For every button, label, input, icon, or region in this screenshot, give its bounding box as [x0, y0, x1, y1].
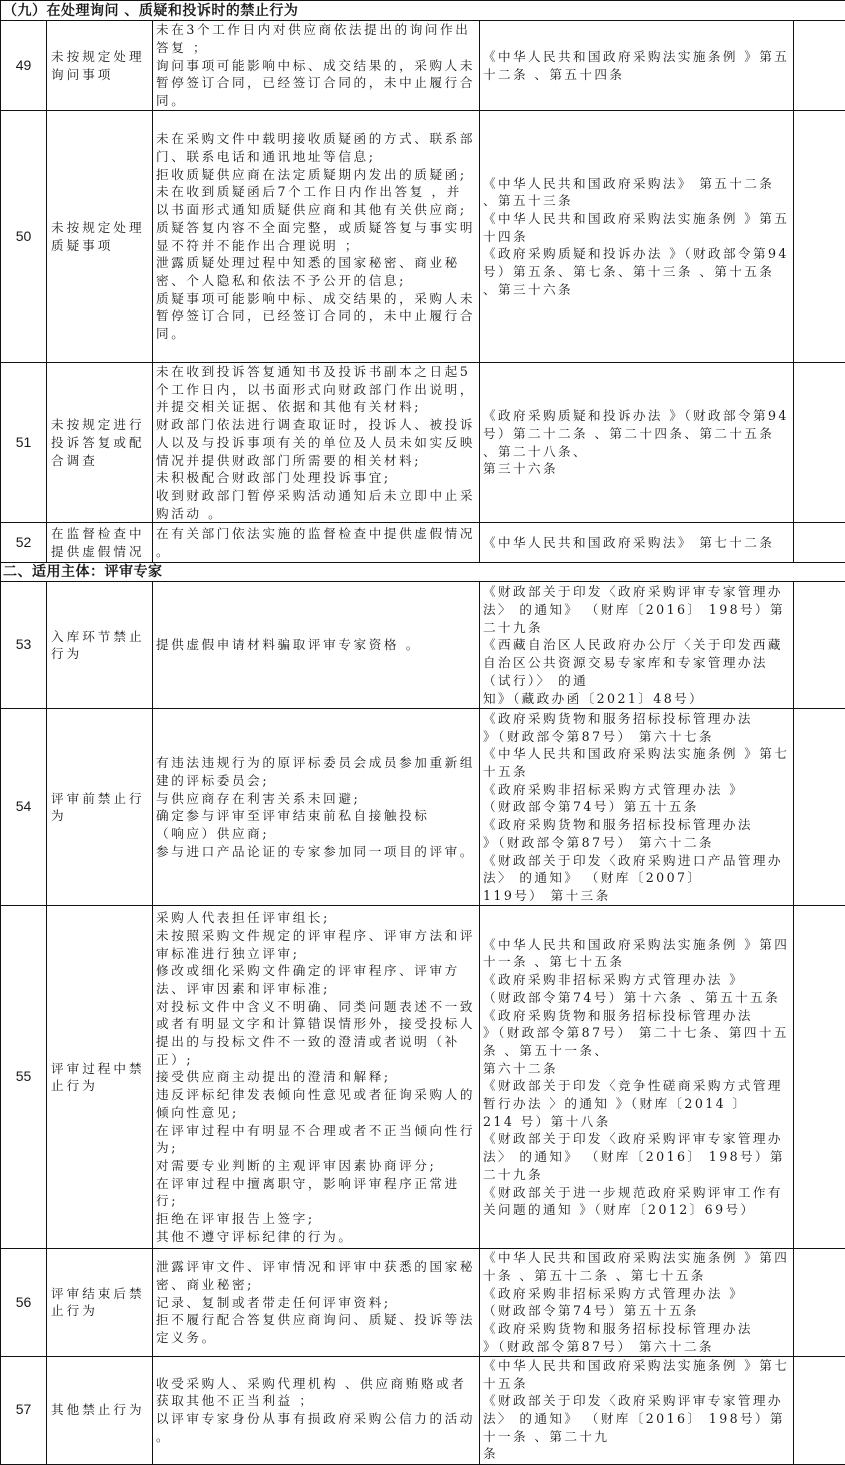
basis-item: （财政部令第74号）第五十五条: [483, 1302, 790, 1320]
basis-item: 119号） 第十三条: [483, 887, 790, 905]
basis-item: 《财政部关于印发〈竞争性磋商采购方式管理暂行办法 〉的通知 》（财库〔2014 〕: [483, 1077, 790, 1112]
table-row: [1, 21, 845, 111]
row-category: 评审过程中禁止行为: [47, 906, 153, 1249]
row-behaviors: [153, 21, 480, 111]
row-legal-basis: [480, 906, 794, 1249]
row-number: 57: [1, 1356, 47, 1464]
row-number: 53: [1, 582, 47, 709]
table-row: [1, 363, 845, 523]
behavior-item: 泄露评审文件、评审情况和评审中获悉的国家秘密、商业秘密;: [156, 1258, 476, 1293]
row-category: 评审结束后禁止行为: [47, 1249, 153, 1356]
behavior-item: 在评审过程中擅离职守，影响评审程序正常进行;: [156, 1175, 476, 1210]
row-legal-basis: [480, 1356, 794, 1464]
behavior-item: 其他不遵守评标纪律的行为。: [156, 1228, 476, 1246]
table-row: [1, 582, 845, 709]
basis-item: 《财政部关于印发〈政府采购评审专家管理办法〉 的通知》 （财库〔2016〕 198号）第二十九条: [483, 1130, 790, 1183]
row-number: 55: [1, 906, 47, 1249]
basis-item: 条: [483, 1445, 790, 1463]
basis-item: 《财政部关于印发〈政府采购评审专家管理办法〉 的通知》 （财库〔2016〕 198号）第二十九条: [483, 583, 790, 636]
row-behaviors: [153, 709, 480, 906]
row-note: [794, 21, 845, 111]
row-note: [794, 582, 845, 709]
behavior-item: 记录、复制或者带走任何评审资料;: [156, 1294, 476, 1312]
behavior-item: 未积极配合财政部门处理投诉事宜;: [156, 469, 476, 487]
behavior-item: 对需要专业判断的主观评审因素协商评分;: [156, 1157, 476, 1175]
row-number: 54: [1, 709, 47, 906]
basis-item: 《中华人民共和国政府采购法实施条例 》第七十五条: [483, 1357, 790, 1392]
basis-item: （财政部令第74号）第五十五条: [483, 798, 790, 816]
basis-item: 《中华人民共和国政府采购法》 第五十二条 、第五十三条: [483, 175, 790, 210]
row-behaviors: [153, 1249, 480, 1356]
table-row: [1, 111, 845, 363]
table-row: [1, 906, 845, 1249]
row-category: 在监督检查中提供虚假情况: [47, 523, 153, 563]
table-row: [1, 1249, 845, 1356]
behavior-item: 提供虚假申请材料骗取评审专家资格 。: [156, 636, 476, 654]
section-title-2: 二、适用主体：评审专家: [1, 563, 845, 582]
basis-item: 》（财政部令第87号） 第六十七条: [483, 728, 790, 746]
basis-item: 《政府采购货物和服务招标投标管理办法: [483, 1320, 790, 1338]
basis-item: 《财政部关于进一步规范政府采购评审工作有关问题的通知 》（财库〔2012〕69号）: [483, 1184, 790, 1219]
row-note: [794, 363, 845, 523]
row-behaviors: [153, 363, 480, 523]
behavior-item: 未在收到投诉答复通知书及投诉书副本之日起5个工作日内，以书面形式向财政部门作出说明，并提交相关证据、依据和其他有关材料;: [156, 363, 476, 416]
behavior-item: 在有关部门依法实施的监督检查中提供虚假情况 。: [156, 525, 476, 560]
row-legal-basis: [480, 582, 794, 709]
behavior-item: 采购人代表担任评审组长;: [156, 909, 476, 927]
behavior-item: 对投标文件中含义不明确、同类问题表述不一致或者有明显文字和计算错误情形外，接受投标人提出的与投标文件不一致的澄清或者说明（补正）;: [156, 998, 476, 1069]
basis-item: 》（财政部令第87号） 第六十二条: [483, 834, 790, 852]
row-number: 52: [1, 523, 47, 563]
behavior-item: 收到财政部门暂停采购活动通知后未立即中止采购活动 。: [156, 487, 476, 522]
row-behaviors: [153, 906, 480, 1249]
table-row: [1, 523, 845, 563]
basis-item: 214 号）第十八条: [483, 1113, 790, 1131]
behavior-item: 与供应商存在利害关系未回避;: [156, 790, 476, 808]
basis-item: 第六十二条: [483, 1060, 790, 1078]
behavior-item: 未按照采购文件规定的评审程序、评审方法和评审标准进行独立评审;: [156, 927, 476, 962]
row-legal-basis: [480, 1249, 794, 1356]
basis-item: 《政府采购非招标采购方式管理办法 》: [483, 1285, 790, 1303]
row-number: 50: [1, 111, 47, 363]
row-behaviors: [153, 111, 480, 363]
section-title-9: （九）在处理询问 、质疑和投诉时的禁止行为: [1, 1, 845, 21]
section-header-row: [1, 563, 845, 582]
row-number: 49: [1, 21, 47, 111]
row-category: 未按规定处理询问事项: [47, 21, 153, 111]
behavior-item: 质疑事项可能影响中标、成交结果的，采购人未暂停签订合同，已经签订合同的，未中止履行合同。: [156, 290, 476, 343]
row-category: 未按规定进行投诉答复或配合调查: [47, 363, 153, 523]
row-legal-basis: [480, 523, 794, 563]
row-number: 56: [1, 1249, 47, 1356]
behavior-item: 未在采购文件中载明接收质疑函的方式、联系部门、联系电话和通讯地址等信息;: [156, 130, 476, 165]
basis-item: 《中华人民共和国政府采购法实施条例 》第四十条 、第五十二条 、第七十五条: [483, 1249, 790, 1284]
behavior-item: 询问事项可能影响中标、成交结果的，采购人未暂停签订合同，已经签订合同的，未中止履行合同。: [156, 57, 476, 110]
row-note: [794, 906, 845, 1249]
behavior-item: 参与进口产品论证的专家参加同一项目的评审。: [156, 843, 476, 861]
row-legal-basis: [480, 111, 794, 363]
row-behaviors: [153, 1356, 480, 1464]
behavior-item: 财政部门依法进行调查取证时，投诉人、被投诉人以及与投诉事项有关的单位及人员未如实反映情况并提供财政部门所需要的相关材料;: [156, 416, 476, 469]
row-note: [794, 709, 845, 906]
basis-item: 》（财政部令第87号） 第六十二条: [483, 1338, 790, 1356]
row-category: 未按规定处理质疑事项: [47, 111, 153, 363]
basis-item: 《政府采购非招标采购方式管理办法 》: [483, 971, 790, 989]
row-category: 评审前禁止行为: [47, 709, 153, 906]
row-note: [794, 523, 845, 563]
behavior-item: 在评审过程中有明显不合理或者不正当倾向性行为;: [156, 1122, 476, 1157]
row-category: 入库环节禁止行为: [47, 582, 153, 709]
behavior-item: 质疑答复内容不全面完整，或质疑答复与事实明显不符并不能作出合理说明 ；: [156, 219, 476, 254]
behavior-item: 泄露质疑处理过程中知悉的国家秘密、商业秘密、个人隐私和依法不予公开的信息;: [156, 254, 476, 289]
row-behaviors: [153, 523, 480, 563]
behavior-item: 拒不履行配合答复供应商询问、质疑、投诉等法定义务。: [156, 1311, 476, 1346]
basis-item: 《政府采购货物和服务招标投标管理办法: [483, 816, 790, 834]
basis-item: 第三十六条: [483, 460, 790, 478]
basis-item: 《政府采购质疑和投诉办法 》（财政部令第94号）第二十二条 、第二十四条、第二十五条 、第二十八条、: [483, 407, 790, 460]
behavior-item: 拒绝在评审报告上签字;: [156, 1210, 476, 1228]
basis-item: 《中华人民共和国政府采购法实施条例 》第七十五条: [483, 745, 790, 780]
basis-item: 《财政部关于印发〈政府采购评审专家管理办法〉 的通知》 （财库〔2016〕 198号）第十一条 、第二十九: [483, 1392, 790, 1445]
row-number: 51: [1, 363, 47, 523]
row-note: [794, 1356, 845, 1464]
basis-item: 知》（藏政办函〔2021〕48号）: [483, 690, 790, 708]
behavior-item: 修改或细化采购文件确定的评审程序、评审方法、评审因素和评审标准;: [156, 962, 476, 997]
basis-item: 《财政部关于印发〈政府采购进口产品管理办法〉 的通知》 （财库〔2007〕: [483, 852, 790, 887]
behavior-item: 未在3个工作日内对供应商依法提出的询问作出答复 ；: [156, 21, 476, 56]
behavior-item: 拒收质疑供应商在法定质疑期内发出的质疑函;: [156, 166, 476, 184]
basis-item: 《政府采购质疑和投诉办法 》（财政部令第94号）第五条、第七条、第十三条 、第十五条 、第三十六条: [483, 245, 790, 298]
basis-item: 《西藏自治区人民政府办公厅〈关于印发西藏自治区公共资源交易专家库和专家管理办法 （试行）〉 的通: [483, 636, 790, 689]
table-row: [1, 1356, 845, 1464]
behavior-item: 接受供应商主动提出的澄清和解释;: [156, 1068, 476, 1086]
row-behaviors: [153, 582, 480, 709]
row-legal-basis: [480, 21, 794, 111]
behavior-item: 有违法违规行为的原评标委员会成员参加重新组建的评标委员会;: [156, 754, 476, 789]
table-row: [1, 709, 845, 906]
row-note: [794, 111, 845, 363]
row-legal-basis: [480, 363, 794, 523]
basis-item: 《中华人民共和国政府采购法》 第七十二条: [483, 534, 790, 552]
row-note: [794, 1249, 845, 1356]
behavior-item: 确定参与评审至评审结束前私自接触投标: [156, 807, 476, 825]
behavior-item: 未在收到质疑函后7个工作日内作出答复 ，并以书面形式通知质疑供应商和其他有关供应商;: [156, 183, 476, 218]
row-category: 其他禁止行为: [47, 1356, 153, 1464]
behavior-item: 收受采购人、采购代理机构 、供应商贿赂或者获取其他不正当利益 ；: [156, 1375, 476, 1410]
behavior-item: 违反评标纪律发表倾向性意见或者征询采购人的倾向性意见;: [156, 1086, 476, 1121]
basis-item: 《中华人民共和国政府采购法实施条例 》第五十二条 、第五十四条: [483, 48, 790, 83]
basis-item: 《中华人民共和国政府采购法实施条例 》第四十一条 、第七十五条: [483, 936, 790, 971]
basis-item: 《政府采购非招标采购方式管理办法 》: [483, 781, 790, 799]
section-header-row: [1, 1, 845, 21]
basis-item: 《中华人民共和国政府采购法实施条例 》第五十四条: [483, 210, 790, 245]
behavior-item: 以评审专家身份从事有损政府采购公信力的活动 。: [156, 1410, 476, 1445]
basis-item: 《政府采购货物和服务招标投标管理办法: [483, 710, 790, 728]
row-legal-basis: [480, 709, 794, 906]
basis-item: 》（财政部令第87号） 第二十七条、第四十五条 、第五十一条、: [483, 1024, 790, 1059]
basis-item: （财政部令第74号）第十六条 、第五十五条: [483, 989, 790, 1007]
basis-item: 《政府采购货物和服务招标投标管理办法: [483, 1007, 790, 1025]
behavior-item: （响应）供应商;: [156, 825, 476, 843]
